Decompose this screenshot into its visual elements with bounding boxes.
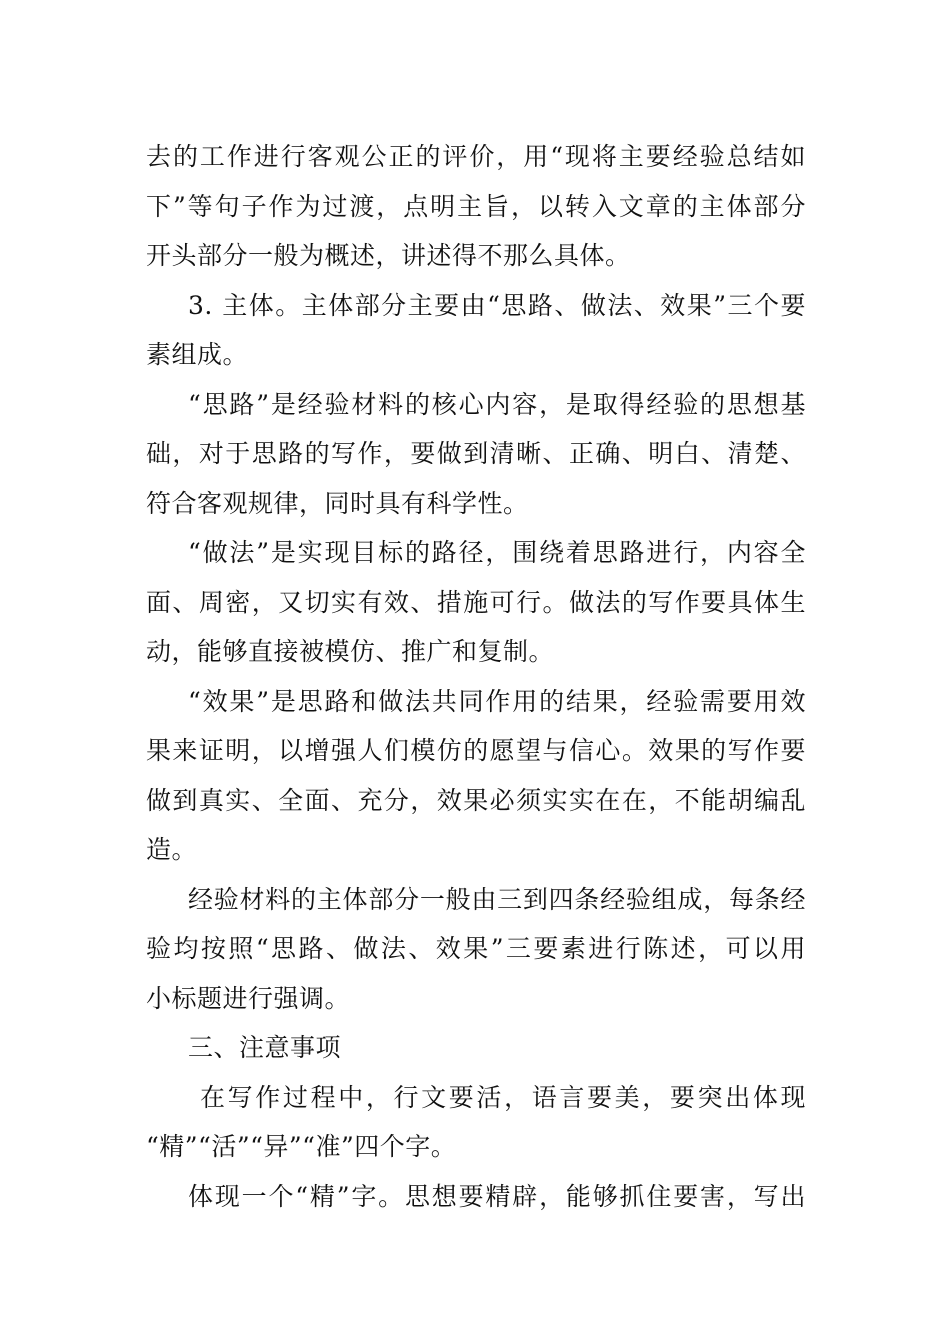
paragraph-precision [146,1172,806,1222]
section-heading-notes [146,1023,806,1073]
text-line: 造。 [146,835,198,864]
text-line: 经验材料的主体部分一般由三到四条经验组成，每条经 [188,884,806,914]
text-line: 素组成。 [146,340,249,369]
text-line: 下”等句子作为过渡，点明主旨，以转入文章的主体部分 [146,191,806,221]
text-line: 面、周密，又切实有效、措施可行。做法的写作要具体生 [146,587,806,617]
section-title: 三、注意事项 [188,1033,342,1062]
text-line: “思路”是经验材料的核心内容，是取得经验的思想基 [188,389,806,419]
text-line: 动，能够直接被模仿、推广和复制。 [146,637,555,666]
text-line: 去的工作进行客观公正的评价，用“现将主要经验总结如 [146,142,806,171]
paragraph-writing-process [146,1073,806,1172]
paragraph-structure [146,875,806,1024]
text-line: “效果”是思路和做法共同作用的结果，经验需要用效 [188,686,806,716]
text-line: 做到真实、全面、充分，效果必须实实在在，不能胡编乱 [146,785,806,815]
paragraph-main-body-heading [146,281,806,380]
text-line: 验均按照“思路、做法、效果”三要素进行陈述，可以用 [146,934,806,963]
text-line: 在写作过程中，行文要活，语言要美，要突出体现 [200,1082,806,1112]
text-line: “做法”是实现目标的路径，围绕着思路进行，内容全 [188,538,806,567]
paragraph-intro-continuation [146,132,806,281]
text-line: “精”“活”“异”“准”四个字。 [146,1132,457,1161]
text-line: 3. 主体。主体部分主要由“思路、做法、效果”三个要 [188,290,806,320]
text-line: 体现一个“精”字。思想要精辟，能够抓住要害，写出 [188,1181,806,1211]
text-line: 础，对于思路的写作，要做到清晰、正确、明白、清楚、 [146,439,806,468]
text-line: 开头部分一般为概述，讲述得不那么具体。 [146,241,631,270]
paragraph-approach [146,380,806,529]
text-line: 果来证明，以增强人们模仿的愿望与信心。效果的写作要 [146,736,806,765]
paragraph-effect [146,677,806,875]
text-line: 符合客观规律，同时具有科学性。 [146,488,529,518]
text-line: 小标题进行强调。 [146,983,351,1013]
paragraph-method [146,528,806,677]
